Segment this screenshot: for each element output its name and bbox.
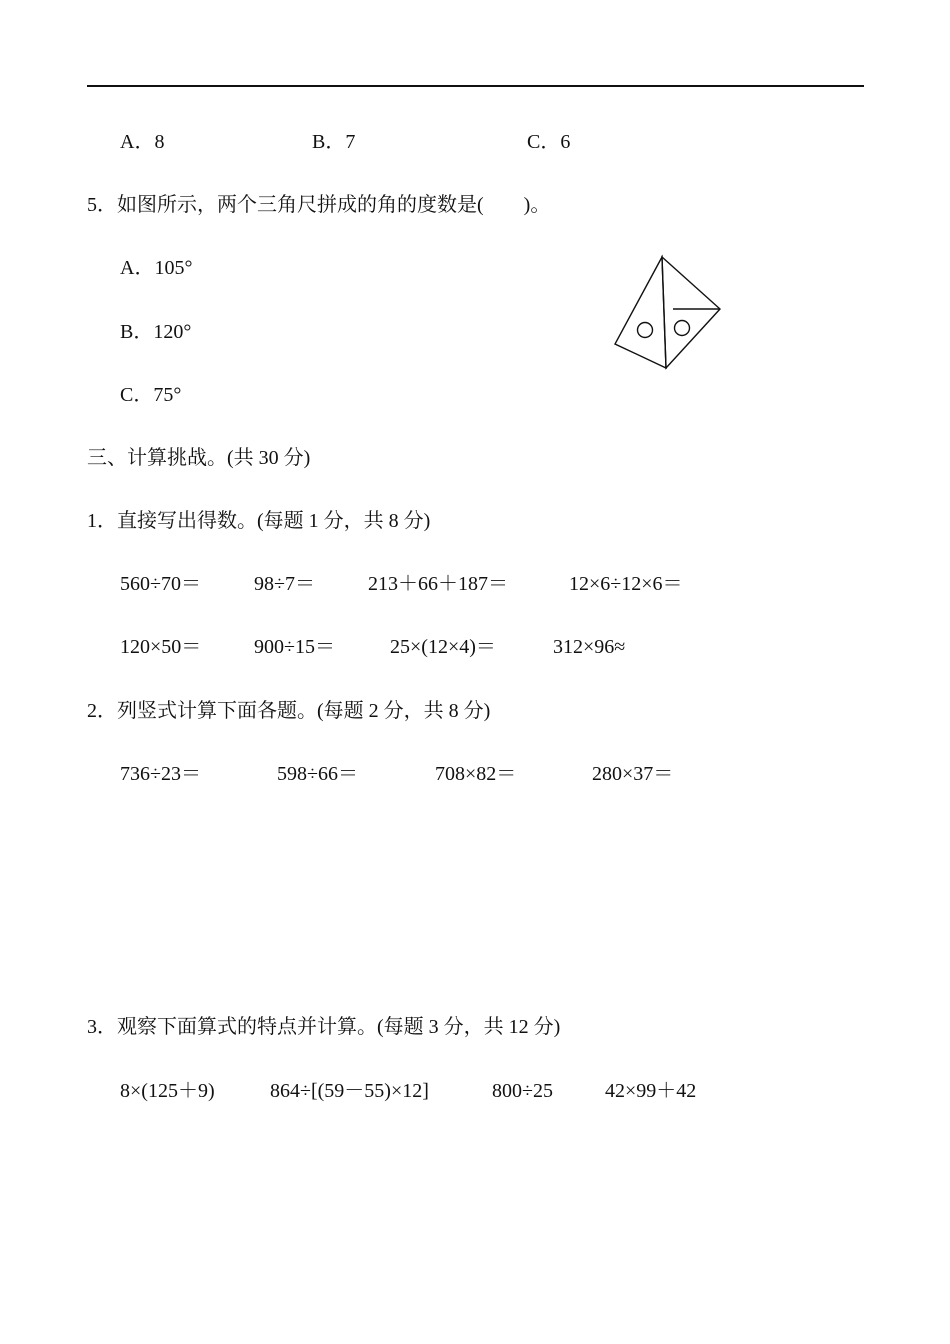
set-square-right bbox=[662, 257, 720, 368]
p2-item: 708×82＝ bbox=[435, 763, 517, 785]
section3-heading: 三、计算挑战。(共 30 分) bbox=[87, 447, 311, 469]
set-squares-figure bbox=[608, 252, 726, 374]
set-square-hole-right bbox=[675, 321, 690, 336]
q5-option-c[interactable]: C．75° bbox=[120, 384, 182, 406]
p1-r1-item: 560÷70＝ bbox=[120, 573, 201, 595]
q5-option-a[interactable]: A．105° bbox=[120, 257, 193, 279]
q5-question: 5．如图所示，两个三角尺拼成的角的度数是( )。 bbox=[87, 194, 551, 216]
p1-title: 1．直接写出得数。(每题 1 分，共 8 分) bbox=[87, 510, 431, 532]
set-square-left bbox=[615, 257, 666, 368]
p2-item: 736÷23＝ bbox=[120, 763, 201, 785]
p1-r2-item: 312×96≈ bbox=[553, 636, 626, 658]
p2-item: 598÷66＝ bbox=[277, 763, 358, 785]
p3-item: 8×(125＋9) bbox=[120, 1080, 215, 1102]
q4-option-c[interactable]: C．6 bbox=[527, 131, 571, 153]
q4-option-b[interactable]: B．7 bbox=[312, 131, 356, 153]
set-square-hole-left bbox=[638, 323, 653, 338]
q4-option-a[interactable]: A．8 bbox=[120, 131, 165, 153]
p1-r2-item: 900÷15＝ bbox=[254, 636, 335, 658]
header-rule bbox=[87, 85, 864, 87]
q5-option-b[interactable]: B．120° bbox=[120, 321, 192, 343]
p3-item: 800÷25 bbox=[492, 1080, 553, 1102]
p1-r1-item: 98÷7＝ bbox=[254, 573, 315, 595]
p3-item: 864÷[(59－55)×12] bbox=[270, 1080, 429, 1102]
p3-title: 3．观察下面算式的特点并计算。(每题 3 分，共 12 分) bbox=[87, 1016, 561, 1038]
p2-title: 2．列竖式计算下面各题。(每题 2 分，共 8 分) bbox=[87, 700, 491, 722]
p2-item: 280×37＝ bbox=[592, 763, 674, 785]
p1-r1-item: 12×6÷12×6＝ bbox=[569, 573, 683, 595]
p1-r2-item: 120×50＝ bbox=[120, 636, 202, 658]
p1-r2-item: 25×(12×4)＝ bbox=[390, 636, 496, 658]
p1-r1-item: 213＋66＋187＝ bbox=[368, 573, 508, 595]
p3-item: 42×99＋42 bbox=[605, 1080, 697, 1102]
